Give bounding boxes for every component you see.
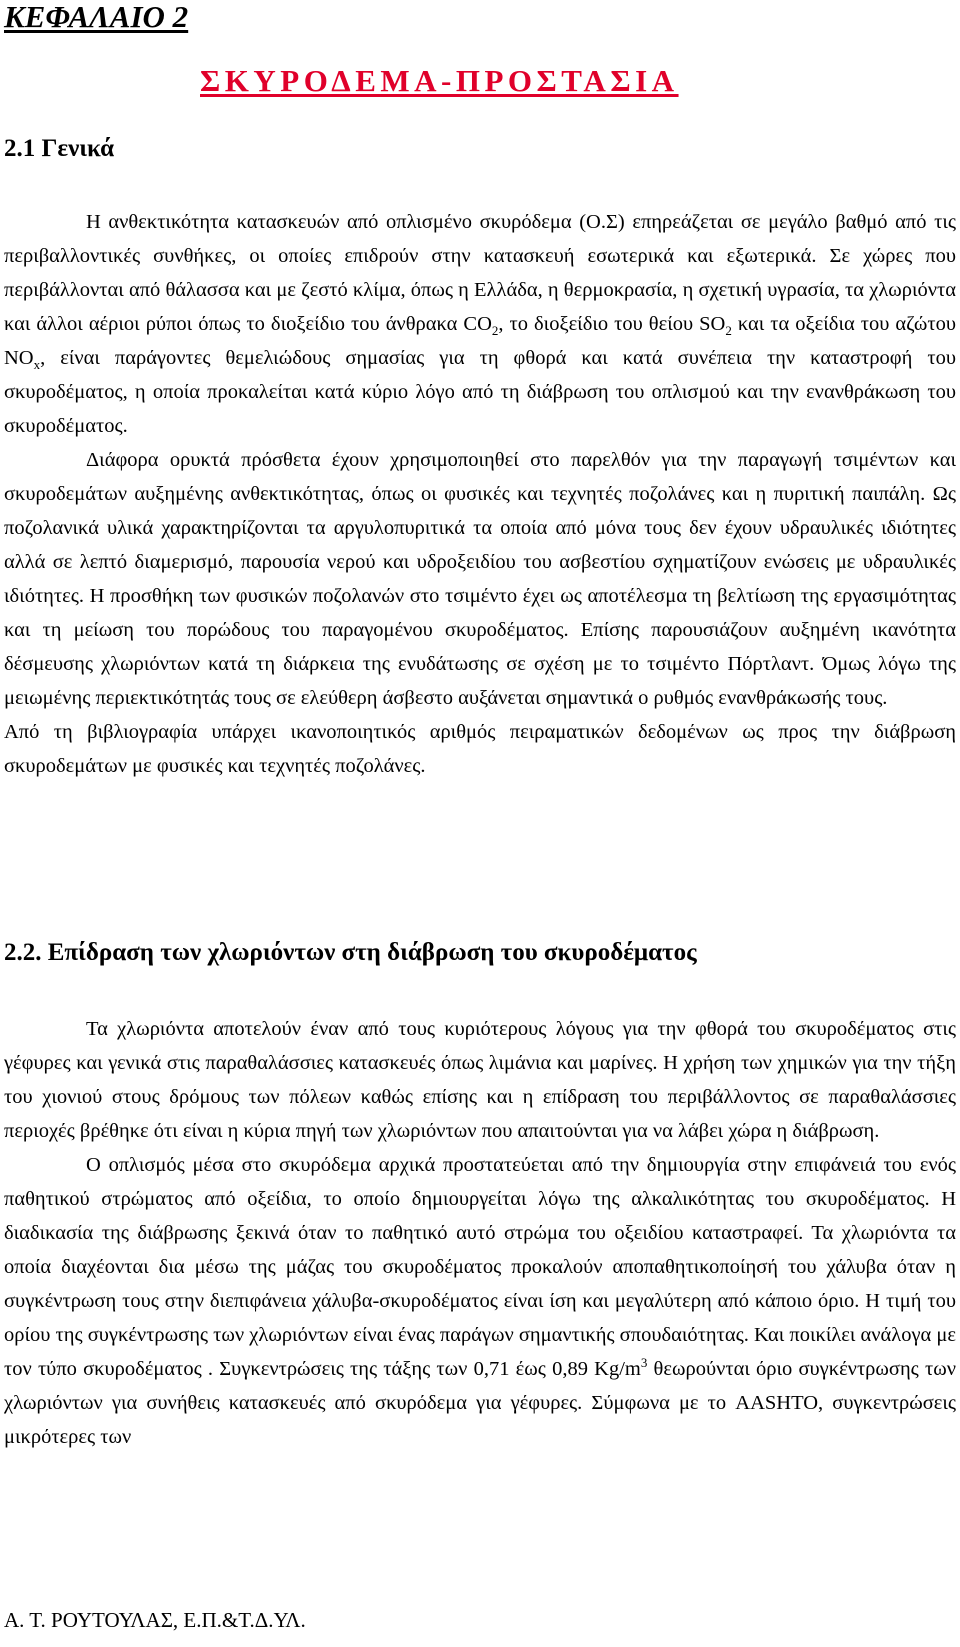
section-2-paragraph-1: Τα χλωριόντα αποτελούν έναν από τους κυριότερους λόγους για την φθορά του σκυροδέματος στις γέφυρες και γενικά στις παραθαλάσσιες κατασκευές όπως λιμάνια και μαρίνες. Η χρήση των χημικών για την τήξη του χιονιού στους δρόμους των πόλεων καθώς επίσης και η επίδραση του περιβάλλοντος σε παραθαλάσσιες περιοχές βρέθηκε ότι είναι η κύρια πηγή των χλωριόντων που απαιτούνται για να λάβει χώρα η διάβρωση.: [4, 1018, 956, 1142]
section-1-paragraph-2: Διάφορα ορυκτά πρόσθετα έχουν χρησιμοποιηθεί στο παρελθόν για την παραγωγή τσιμέντων και σκυροδεμάτων αυξημένης ανθεκτικότητας, όπως οι φυσικές και τεχνητές ποζολάνες και η πυριτική παιπάλη. Ως ποζολανικά υλικά χαρακτηρίζονται τα αργυλοπυριτικά τα οποία από μόνα τους δεν έχουν υδραυλικές ιδιότητες αλλά σε λεπτό διαμερισμό, παρουσία νερού και υδροξειδίου του ασβεστίου σχηματίζουν ενώσεις με υδραυλικές ιδιότητες. Η προσθήκη των φυσικών ποζολανών στο τσιμέντο έχει ως αποτέλεσμα τη βελτίωση της εργασιμότητας και τη μείωση του πορώδους του παραγομένου σκυροδέματος. Επίσης παρουσιάζουν αυξημένη ικανότητα δέσμευσης χλωριόντων κατά τη διάρκεια της ενυδάτωσης σε σχέση με το τσιμέντο Πόρτλαντ. Όμως λόγω της μειωμένης περιεκτικότητάς τους σε ελεύθερη άσβεστο αυξάνεται σημαντικά ο ρυθμός ενανθράκωσής τους.: [4, 449, 956, 709]
section-2-body: [4, 1012, 956, 1454]
section-2-title: 2.2. Επίδραση των χλωριόντων στη διάβρωση του σκυροδέματος: [4, 939, 697, 966]
chapter-title: ΚΕΦΑΛΑΙΟ 2: [4, 0, 189, 34]
section-2-paragraph-2: Ο οπλισμός μέσα στο σκυρόδεμα αρχικά προστατεύεται από την δημιουργία στην επιφάνειά του ενός παθητικού στρώματος από οξείδια, το οποίο δημιουργείται λόγω της αλκαλικότητας του σκυροδέματος. Η διαδικασία της διάβρωσης ξεκινά όταν το παθητικό αυτό στρώμα του οξειδίου καταστραφεί. Τα χλωριόντα τα οποία διαχέονται δια μέσω της μάζας του σκυροδέματος προκαλούν αποπαθητικοποίησή του χάλυβα όταν η συγκέντρωση τους στην διεπιφάνεια χάλυβα-σκυροδέματος είναι ίση και μεγαλύτερη από κάποιο όριο. Η τιμή του ορίου της συγκέντρωσης των χλωριόντων είναι ένας παράγων σημαντικής σπουδαιότητας. Και ποικίλει ανάλογα με τον τύπο σκυροδέματος . Συγκεντρώσεις της τάξης των 0,71 έως 0,89 $Kg/m^3$ θεωρούνται όριο συγκέντρωσης των χλωριόντων για συνήθεις κατασκευές από σκυρόδεμα για γέφυρες. Σύμφωνα με το AASHTO, συγκεντρώσεις μικρότερες των: [4, 1154, 956, 1448]
footer-author: Α. Τ. ΡΟΥΤΟΥΛΑΣ, Ε.Π.&Τ.Δ.ΥΛ.: [4, 1608, 306, 1632]
section-1-paragraph-3: Από τη βιβλιογραφία υπάρχει ικανοποιητικός αριθμός πειραματικών δεδομένων ως προς την διάβρωση σκυροδεμάτων με φυσικές και τεχνητές ποζολάνες.: [4, 721, 956, 777]
section-1-paragraph-1: Η ανθεκτικότητα κατασκευών από οπλισμένο σκυρόδεμα (Ο.Σ) επηρεάζεται σε μεγάλο βαθμό από τις περιβαλλοντικές συνθήκες, οι οποίες επιδρούν στην κατασκευή εσωτερικά και εξωτερικά. Σε χώρες που περιβάλλονται από θάλασσα και με ζεστό κλίμα, όπως η Ελλάδα, η θερμοκρασία, η σχετική υγρασία, τα χλωριόντα και άλλοι αέριοι ρύποι όπως το διοξείδιο του άνθρακα $CO_2$, το διοξείδιο του θείου $SO_2$ και τα οξείδια του αζώτου $NO_x$, είναι παράγοντες θεμελιώδους σημασίας για τη φθορά και κατά συνέπεια την καταστροφή του σκυροδέματος, η οποία προκαλείται κατά κύριο λόγο από τη διάβρωση του οπλισμού και την ενανθράκωση του σκυροδέματος.: [4, 211, 956, 437]
chapter-subtitle: ΣΚΥΡΟΔΕΜΑ-ΠΡΟΣΤΑΣΙΑ: [200, 63, 679, 98]
section-1-title: 2.1 Γενικά: [4, 135, 115, 162]
section-1-body: [4, 205, 956, 783]
